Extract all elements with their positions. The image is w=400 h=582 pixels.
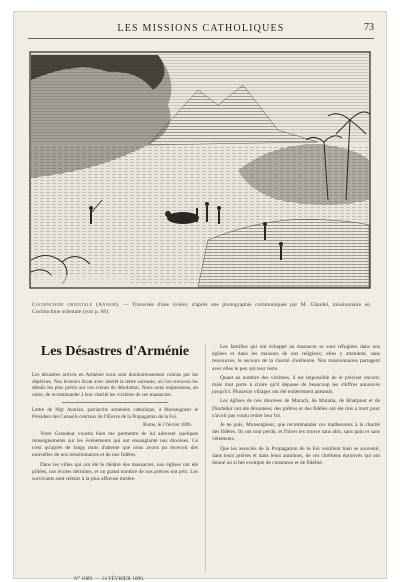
page (14, 12, 386, 582)
article-column-left (32, 372, 198, 485)
engraving-illustration (28, 50, 372, 290)
divider (62, 402, 168, 403)
letter-heading: Lettre de Mgr Azarian, patriarche arménien catholique, à Monseigneur le Président des Conseils centraux de l'Œuvre de la Propagation de la Foi. (32, 407, 198, 420)
body-paragraph: Dans les villes qui ont été le théâtre des massacres, nos églises ont été pillées, nos écoles détruites, et un grand nombre de nos prêtres ont péri. Les survivants sont réduits à la plus affreuse misère. (32, 461, 198, 482)
running-header (28, 22, 374, 39)
body-paragraph: Les familles qui ont échappé au massacre se sont réfugiées dans nos églises et dans les maisons de nos religieux; elles y attendent, sans ressources, le secours de la charité chrétienne. Nos missionnaires partagent avec elles le peu qui leur reste. (212, 344, 380, 372)
caption-text: — Traversée d'une rivière; d'après une photographie communiquée par M. Glaudel, missionnaire en Cochinchine orientale (voir p. 68). (32, 302, 370, 315)
article-column-right (212, 344, 380, 469)
river-crossing-engraving (28, 50, 372, 290)
page-number: 73 (364, 22, 374, 33)
article-title: Les Désastres d'Arménie (40, 344, 190, 359)
body-paragraph: Votre Grandeur voudra bien me permettre de lui adresser quelques renseignements sur les événements qui ont ensanglanté nos diocèses. Ce n'est qu'après de longs mois d'attente que nous avons pu recevoir des nouvelles de nos missionnaires et de nos fidèles. (32, 430, 198, 459)
body-paragraph: Que les associés de la Propagation de la Foi veuillent bien se souvenir, dans leurs prières et dans leurs aumônes, de ces chrétiens éprouvés qui ont donné un si bel exemple de constance et de fidélité. (212, 445, 380, 467)
issue-footer: N° 1889. — 14 FÉVRIER 1896. (74, 576, 145, 582)
column-separator (205, 344, 206, 572)
body-paragraph: Les églises de nos diocèses de Marach, de Malatia, de Kharpout et de Diarbékir ont été dévastées; des prêtres et des fidèles ont été mis à mort pour n'avoir pas voulu renier leur foi. (212, 398, 380, 419)
body-paragraph: Je ne puis, Monseigneur, que recommander ces malheureux à la charité des fidèles. Ils ont tout perdu, et l'hiver les trouve sans abri, sans pain et sans vêtements. (212, 422, 380, 443)
figure-caption (32, 302, 370, 316)
body-paragraph: Quant au nombre des victimes, il est impossible de le préciser encore; mais tout porte à croire qu'il dépasse de beaucoup les chiffres annoncés jusqu'ici. Plusieurs villages ont été entièrement anéantis. (212, 374, 380, 396)
running-title: LES MISSIONS CATHOLIQUES (117, 23, 285, 34)
caption-lead: Cochinchine orientale (Annam). (32, 302, 120, 308)
article-intro: Les désastres arrivés en Arménie nous sont douloureusement connus par les dépêches. Nos lecteurs liront avec intérêt la lettre suivante, où l'on trouvera les détails les plus précis sur ces scènes de désolation. Nous nous empressons, en outre, de recommander à leur charité les victimes de ces massacres. (32, 372, 198, 398)
dateline: Rome, le 2 février 1896. (143, 422, 192, 428)
